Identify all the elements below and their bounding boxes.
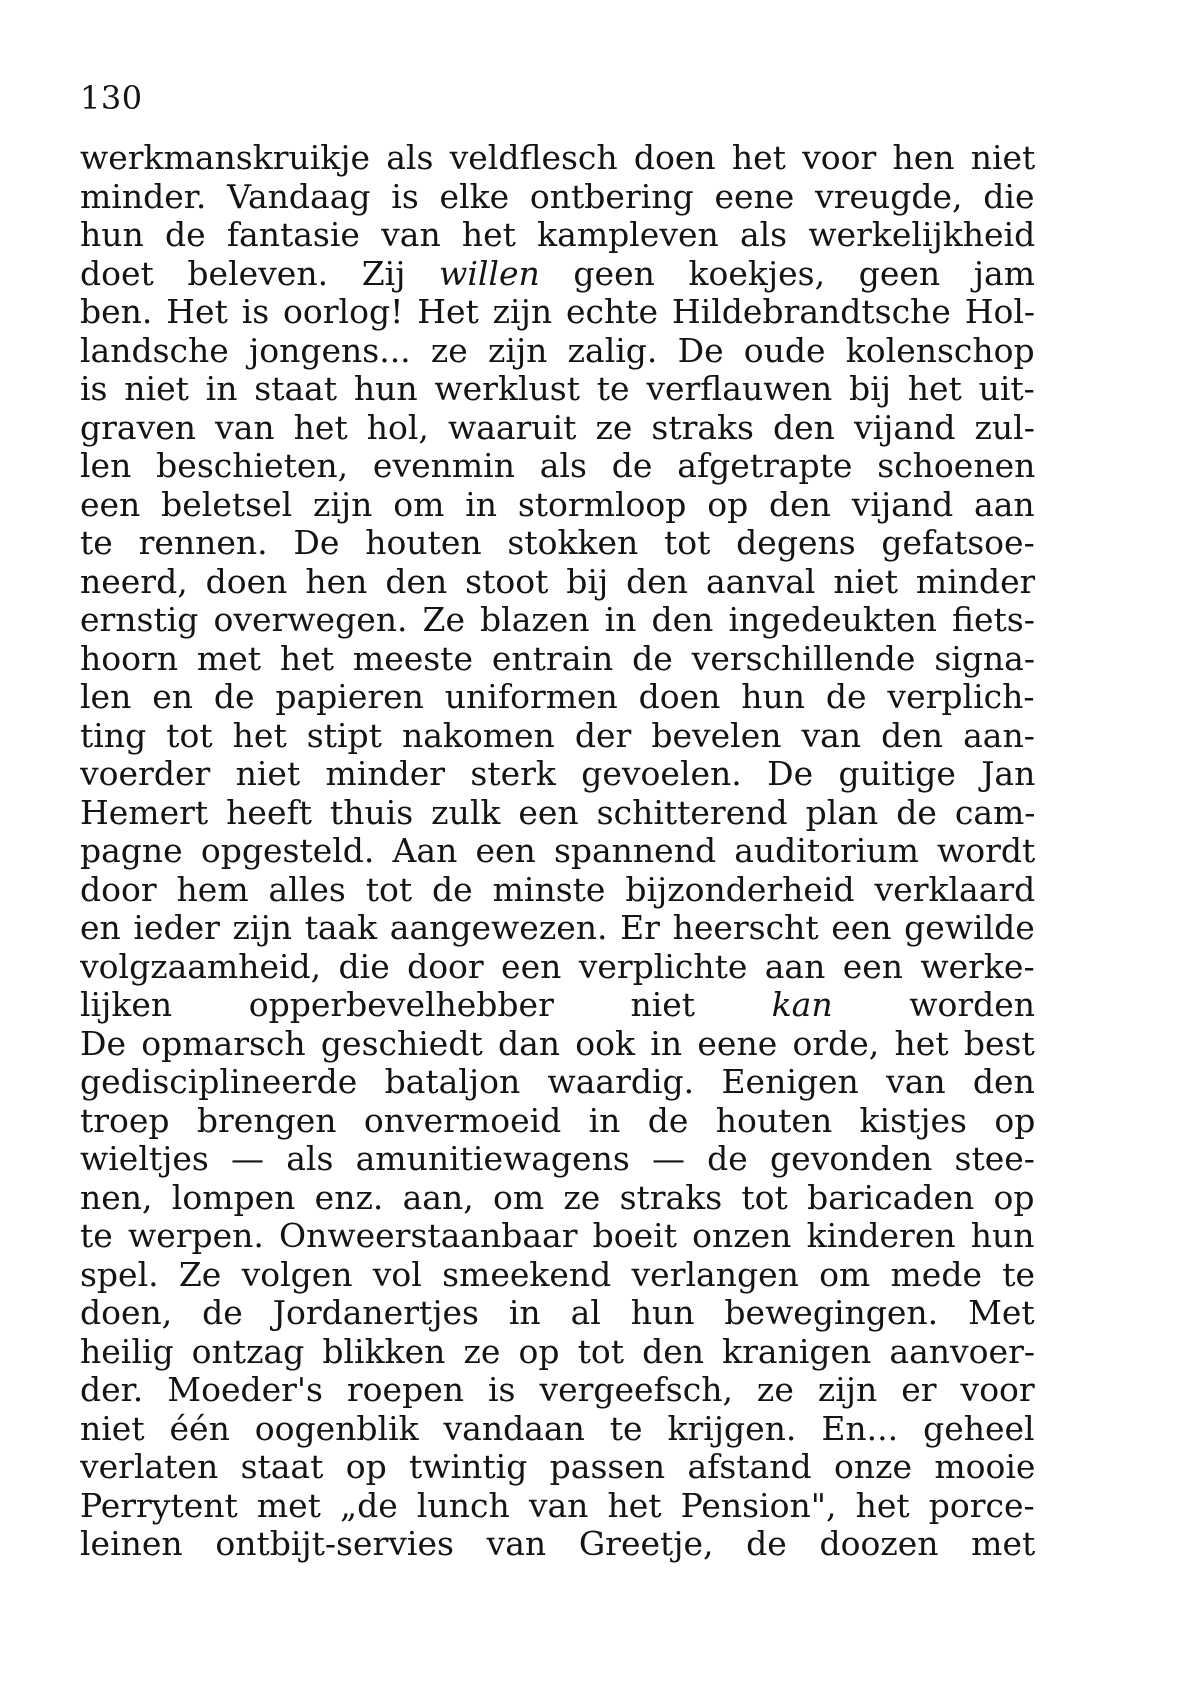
text-line: gedisciplineerde bataljon waardig. Eenigen van den (80, 1063, 1035, 1101)
text-line: voerder niet minder sterk gevoelen. De guitige Jan (80, 755, 1035, 793)
text-line: is niet in staat hun werklust te verflauwen bij het uit- (80, 370, 1035, 408)
text-line: volgzaamheid, die door een verplichte aan een werke- (80, 947, 1035, 986)
text-line: leinen ontbijt-servies van Greetje, de doozen met (80, 1525, 1035, 1563)
page-number: 130 (80, 79, 143, 117)
text-line: len beschieten, evenmin als de afgetrapte schoenen (80, 447, 1035, 485)
text-line: te rennen. De houten stokken tot degens gefatsoe- (80, 524, 1035, 562)
text-line: Perrytent met „de lunch van het Pension", het porce- (80, 1486, 1035, 1525)
text-line: ben. Het is oorlog! Het zijn echte Hildebrandtsche Hol- (80, 293, 1035, 331)
text-line: ernstig overwegen. Ze blazen in den ingedeukten fiets- (80, 601, 1035, 639)
text-line: verlaten staat op twintig passen afstand onze mooie (80, 1448, 1035, 1486)
text-line: doen, de Jordanertjes in al hun bewegingen. Met (80, 1294, 1035, 1332)
text-line: graven van het hol, waaruit ze straks den vijand zul- (80, 408, 1035, 447)
text-line: doet beleven. Zij willen geen koekjes, geen jam (80, 254, 1035, 293)
emphasis: kan (771, 986, 833, 1024)
text-line: heilig ontzag blikken ze op tot den kranigen aanvoer- (80, 1332, 1035, 1371)
text-line: te werpen. Onweerstaanbaar boeit onzen kinderen hun (80, 1217, 1035, 1255)
text-line: werkmanskruikje als veldflesch doen het voor hen niet (80, 139, 1035, 177)
text-line: lijken opperbevelhebber niet kan worden (80, 986, 1035, 1024)
text-line: ting tot het stipt nakomen der bevelen van den aan- (80, 716, 1035, 755)
text-line: landsche jongens... ze zijn zalig. De oude kolenschop (80, 331, 1035, 370)
text-line: door hem alles tot de minste bijzonderheid verklaard (80, 870, 1035, 909)
text-line: pagne opgesteld. Aan een spannend auditorium wordt (80, 832, 1035, 870)
text-line: Hemert heeft thuis zulk een schitterend plan de cam- (80, 793, 1035, 832)
text-line: der. Moeder's roepen is vergeefsch, ze zijn er voor (80, 1371, 1035, 1409)
text-line: troep brengen onvermoeid in de houten kistjes op (80, 1101, 1035, 1140)
text-line: niet één oogenblik vandaan te krijgen. En... geheel (80, 1409, 1035, 1448)
text-line: een beletsel zijn om in stormloop op den vijand aan (80, 485, 1035, 524)
text-line: minder. Vandaag is elke ontbering eene vreugde, die (80, 177, 1035, 216)
text-line: spel. Ze volgen vol smeekend verlangen om mede te (80, 1255, 1035, 1294)
emphasis: willen (439, 254, 540, 293)
text-line: len en de papieren uniformen doen hun de verplich- (80, 678, 1035, 716)
text-line: en ieder zijn taak aangewezen. Er heerscht een gewilde (80, 909, 1035, 947)
text-line: De opmarsch geschiedt dan ook in eene orde, het best (80, 1024, 1035, 1063)
body-text (80, 139, 1035, 1564)
text-line: nen, lompen enz. aan, om ze straks tot baricaden op (80, 1178, 1035, 1217)
text-line: hoorn met het meeste entrain de verschillende signa- (80, 639, 1035, 678)
text-line: neerd, doen hen den stoot bij den aanval niet minder (80, 562, 1035, 601)
text-line: wieltjes — als amunitiewagens — de gevonden stee- (80, 1140, 1035, 1178)
text-line: hun de fantasie van het kampleven als werkelijkheid (80, 216, 1035, 254)
